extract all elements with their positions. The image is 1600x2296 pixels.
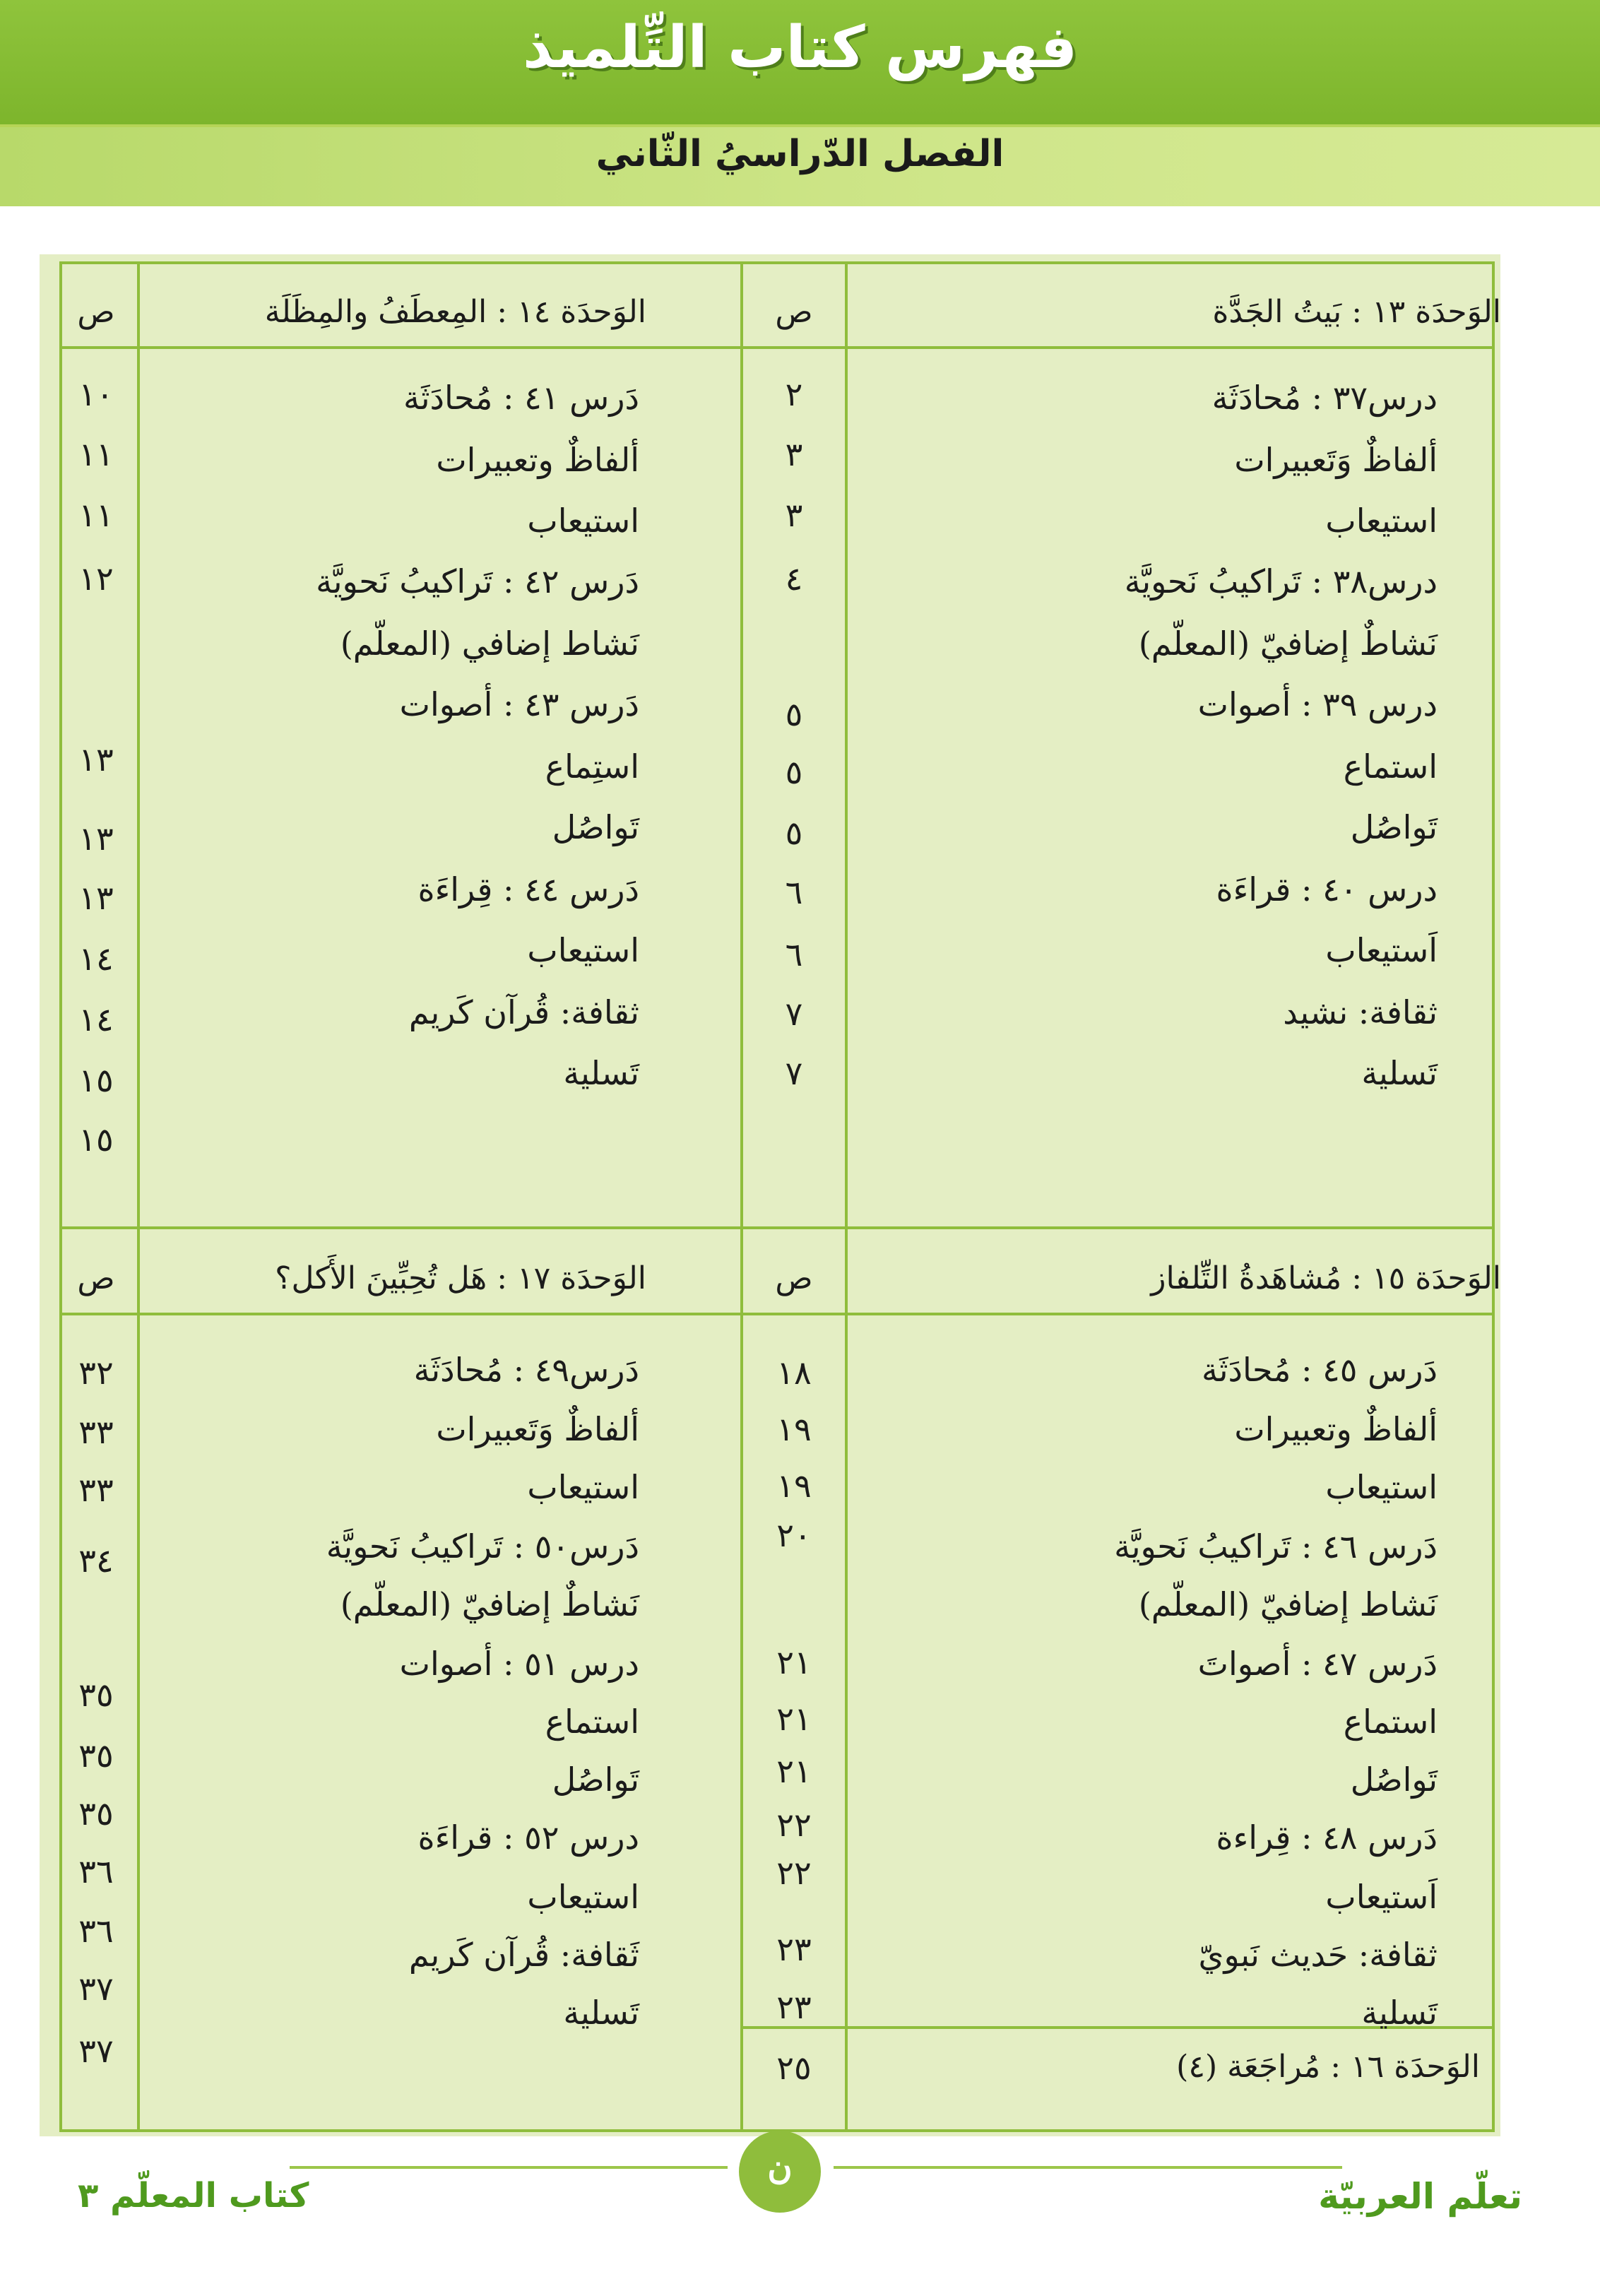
page-number: ٧ bbox=[785, 995, 803, 1033]
lesson-entry: دَرس ٤٥ : مُحادَثَة bbox=[1202, 1351, 1438, 1389]
lesson-entry: درس٣٧ : مُحادَثَة bbox=[1211, 379, 1438, 417]
page-number: ٢٠ bbox=[776, 1516, 812, 1554]
lesson-entry: نَشاطٌ إضافيّ (المعلّم) bbox=[1138, 625, 1438, 663]
lesson-entry: ثقافة: قُرآن كَريم bbox=[408, 993, 639, 1031]
unit-heading: الوَحدَة ١٥ : مُشاهَدةُ التِّلفاز bbox=[1151, 1260, 1501, 1296]
lesson-entry: ألفاظٌ وَتَعبيرات bbox=[1234, 441, 1438, 479]
lesson-entry: ثَقافة: قُرآن كَريم bbox=[408, 1936, 639, 1974]
page-number: ٢١ bbox=[776, 1700, 812, 1738]
page-number: ١٣ bbox=[78, 879, 114, 917]
page-number: ٤ bbox=[785, 560, 803, 598]
footer-rule-right bbox=[834, 2166, 1342, 2169]
page-number: ١٥ bbox=[78, 1120, 114, 1159]
page-number: ٢٢ bbox=[776, 1806, 812, 1844]
footer-rule-left bbox=[290, 2166, 728, 2169]
lesson-entry: دَرس ٤٢ : تَراكيبُ نَحويَّة bbox=[316, 562, 639, 600]
lesson-entry: دَرس ٤١ : مُحادَثَة bbox=[403, 379, 639, 417]
lesson-entry: دَرس ٤٦ : تَراكيبُ نَحويَّة bbox=[1114, 1527, 1438, 1566]
page-number: ٣٢ bbox=[78, 1354, 114, 1392]
section-divider bbox=[59, 1226, 1495, 1229]
page-column-label: ص bbox=[775, 1260, 813, 1296]
lesson-entry: استماع bbox=[545, 1703, 639, 1741]
lesson-entry: درس ٤٠ : قراءَة bbox=[1216, 870, 1438, 909]
page-column-label: ص bbox=[77, 1260, 115, 1296]
lesson-entry: تَواصُل bbox=[1350, 808, 1438, 846]
page-number: ٣٧ bbox=[78, 1970, 114, 2008]
page-number: ١٥ bbox=[78, 1061, 114, 1099]
lesson-entry: استيعاب bbox=[527, 931, 639, 969]
lesson-entry: دَرس ٤٧ : أصواتَ bbox=[1197, 1645, 1438, 1683]
page-number: ١٤ bbox=[78, 940, 114, 978]
page-number: ١٨ bbox=[776, 1354, 812, 1392]
page-number: ١٩ bbox=[776, 1410, 812, 1448]
header-rule-top bbox=[59, 346, 1495, 349]
page-title: فهرس كتاب التِّلميذ bbox=[522, 14, 1078, 81]
lesson-entry: استماع bbox=[1343, 747, 1438, 786]
lesson-entry: درس ٥١ : أصوات bbox=[399, 1645, 639, 1683]
lesson-entry: اَستيعاب bbox=[1325, 1878, 1438, 1916]
page-column-label: ص bbox=[77, 294, 115, 330]
page-number: ١٣ bbox=[78, 819, 114, 858]
column-divider-center bbox=[740, 261, 743, 2132]
unit-heading: الوَحدَة ١٣ : بَيتُ الجَدَّة bbox=[1212, 294, 1501, 330]
page-number: ١٩ bbox=[776, 1467, 812, 1505]
page-number: ٢١ bbox=[776, 1752, 812, 1790]
lesson-entry: تَسلية bbox=[1361, 1994, 1438, 2032]
page-number: ٦ bbox=[785, 935, 803, 974]
lesson-entry: تَسلية bbox=[563, 1054, 639, 1092]
lesson-entry: ألفاظٌ وتعبيرات bbox=[1234, 1410, 1438, 1448]
lesson-entry: دَرس ٤٣ : أصوات bbox=[399, 685, 639, 723]
lesson-entry: دَرس٤٩ : مُحادَثَة bbox=[413, 1351, 639, 1389]
lesson-entry: دَرس ٤٤ : قِراءَة bbox=[417, 870, 639, 909]
lesson-entry: اَستيعاب bbox=[1325, 931, 1438, 969]
page-number: ٥ bbox=[785, 695, 803, 733]
page-number: ٣٦ bbox=[78, 1912, 114, 1950]
page-column-divider-left bbox=[137, 261, 140, 2132]
lesson-entry: ثقافة: حَديث نَبويّ bbox=[1198, 1936, 1438, 1974]
page-number: ١٢ bbox=[78, 560, 114, 598]
page-number: ١١ bbox=[78, 496, 114, 534]
lesson-entry: تَسلية bbox=[1361, 1054, 1438, 1092]
page-number: ٥ bbox=[785, 814, 803, 852]
page-number: ٣٧ bbox=[78, 2032, 114, 2070]
lesson-entry: استيعاب bbox=[1325, 1468, 1438, 1506]
lesson-entry: تَواصُل bbox=[1350, 1761, 1438, 1799]
page-number: ٣ bbox=[785, 435, 803, 473]
page-number: ٣٣ bbox=[78, 1413, 114, 1451]
unit-16-review: الوَحدَة ١٦ : مُراجَعَة (٤) bbox=[1176, 2049, 1480, 2085]
unit-16-page: ٢٥ bbox=[776, 2049, 812, 2087]
page-number: ٢٢ bbox=[776, 1854, 812, 1892]
lesson-entry: استِماع bbox=[545, 747, 639, 786]
lesson-entry: تَسلية bbox=[563, 1994, 639, 2032]
page-number: ٣ bbox=[785, 496, 803, 534]
lesson-entry: استيعاب bbox=[527, 502, 639, 540]
page-number: ٧ bbox=[785, 1054, 803, 1092]
page-number: ١٤ bbox=[78, 1000, 114, 1038]
page-number: ١٠ bbox=[78, 375, 114, 413]
lesson-entry: استماع bbox=[1343, 1703, 1438, 1741]
page-number: ٣٥ bbox=[78, 1676, 114, 1714]
lesson-entry: استيعاب bbox=[1325, 502, 1438, 540]
lesson-entry: استيعاب bbox=[527, 1878, 639, 1916]
unit-heading: الوَحدَة ١٤ : المِعطَفُ والمِظَلَة bbox=[264, 294, 646, 330]
lesson-entry: ألفاظٌ وتعبيرات bbox=[436, 441, 639, 479]
footer-book-title: كتاب المعلّم ٣ bbox=[78, 2176, 309, 2215]
lesson-entry: تَواصُل bbox=[552, 808, 639, 846]
page-column-divider-right bbox=[845, 261, 848, 2132]
header-rule-bottom bbox=[59, 1313, 1495, 1315]
lesson-entry: درس٣٨ : تَراكيبُ نَحويَّة bbox=[1124, 562, 1438, 600]
lesson-entry: درس ٣٩ : أصوات bbox=[1197, 685, 1438, 723]
page-number: ٣٤ bbox=[78, 1541, 114, 1580]
page-number: ٢٣ bbox=[776, 1930, 812, 1968]
lesson-entry: ألفاظٌ وَتَعبيرات bbox=[436, 1410, 639, 1448]
page-number: ٢١ bbox=[776, 1643, 812, 1681]
page-column-label: ص bbox=[775, 294, 813, 330]
lesson-entry: نَشاطٌ إضافيّ (المعلّم) bbox=[340, 1585, 639, 1623]
lesson-entry: درس ٥٢ : قراءَة bbox=[417, 1818, 639, 1857]
unit-heading: الوَحدَة ١٧ : هَل تُحِبِّينَ الأَكل؟ bbox=[275, 1260, 646, 1296]
page-number: ٣٥ bbox=[78, 1794, 114, 1833]
page-number-badge: ن bbox=[739, 2131, 821, 2213]
page-number: ٣٦ bbox=[78, 1852, 114, 1890]
page-number: ٣٣ bbox=[78, 1471, 114, 1509]
page-number: ١٣ bbox=[78, 740, 114, 779]
page-number: ٥ bbox=[785, 753, 803, 791]
lesson-entry: تَواصُل bbox=[552, 1761, 639, 1799]
page-number: ٢٣ bbox=[776, 1988, 812, 2026]
lesson-entry: نَشاط إضافي (المعلّم) bbox=[340, 625, 639, 663]
page-number: ١١ bbox=[78, 435, 114, 473]
page-subtitle: الفصل الدّراسيُ الثّاني bbox=[595, 133, 1005, 175]
footer-series-title: تعلّم العربيّة bbox=[1318, 2176, 1522, 2217]
lesson-entry: استيعاب bbox=[527, 1468, 639, 1506]
lesson-entry: دَرس٥٠ : تَراكيبُ نَحويَّة bbox=[326, 1527, 639, 1566]
page-number: ٣٥ bbox=[78, 1736, 114, 1775]
page-number: ٢ bbox=[785, 375, 803, 413]
lesson-entry: نَشاط إضافيّ (المعلّم) bbox=[1138, 1585, 1438, 1623]
lesson-entry: دَرس ٤٨ : قِراءة bbox=[1216, 1818, 1438, 1857]
page-number: ٦ bbox=[785, 873, 803, 911]
lesson-entry: ثقافة: نشيد bbox=[1283, 993, 1438, 1031]
